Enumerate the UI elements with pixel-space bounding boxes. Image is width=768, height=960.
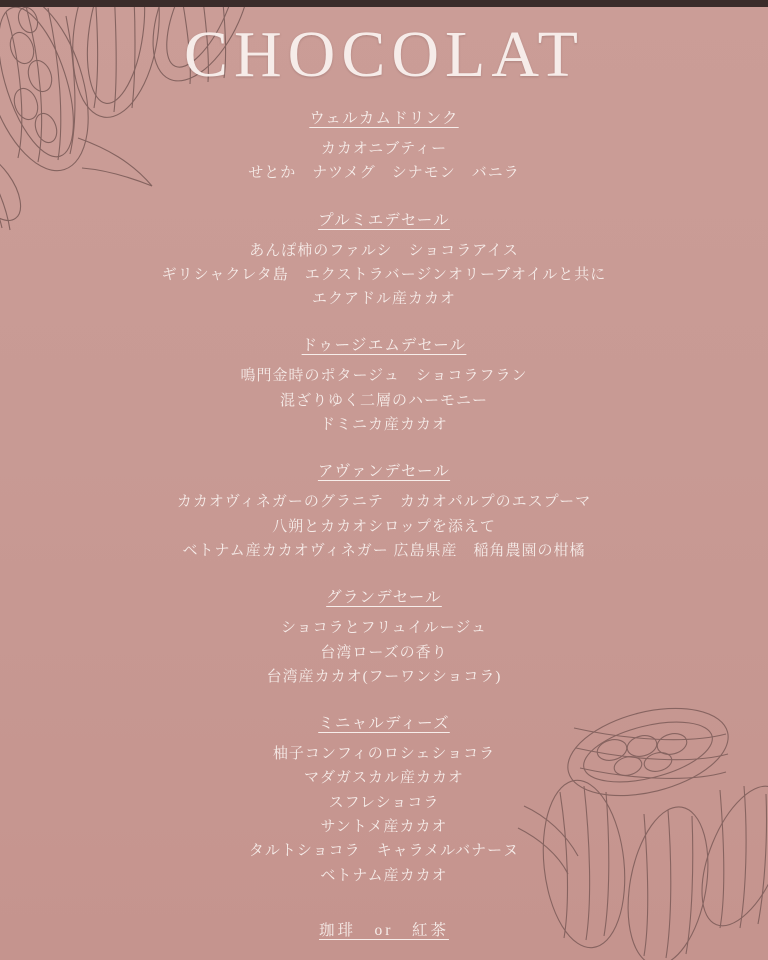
section-line: 八朔とカカオシロップを添えて (272, 518, 496, 535)
section-line: 混ざりゆく二層のハーモニー (279, 392, 488, 409)
section-heading: ドゥージエムデセール (301, 337, 467, 355)
section-line: サントメ産カカオ (320, 819, 448, 836)
section-heading: アヴァンデセール (317, 463, 451, 481)
section-line: ショコラとフリュイルージュ (280, 620, 488, 637)
page-title: CHOCOLAT (183, 18, 584, 91)
menu-section-premier-dessert (0, 208, 768, 312)
section-line: マダガスカル産カカオ (303, 770, 464, 787)
section-line: ドミニカ産カカオ (319, 417, 448, 434)
section-line: カカオヴィネガーのグラニテ カカオパルプのエスプーマ (176, 494, 592, 511)
section-line: エクアドル産カカオ (311, 291, 456, 308)
menu-section-grand-dessert (0, 585, 768, 689)
top-bar (0, 0, 768, 7)
menu-section-welcome-drink (0, 106, 768, 186)
section-line: ベトナム産カカオ (320, 867, 448, 884)
menu-section-avant-dessert (0, 459, 768, 563)
section-heading: ミニャルディーズ (318, 715, 450, 733)
section-line: せとか ナツメグ シナモン バニラ (248, 165, 520, 182)
section-heading: プルミエデセール (318, 211, 450, 229)
section-line: スフレショコラ (328, 794, 440, 811)
section-line: ギリシャクレタ島 エクストラバージンオリーブオイルと共に (161, 266, 607, 283)
menu-section-deuxieme-dessert (0, 333, 768, 437)
section-heading: グランデセール (326, 589, 442, 607)
section-line: 台湾ローズの香り (320, 644, 448, 661)
section-line: ベトナム産カカオヴィネガー 広島県産 稲角農園の柑橘 (182, 542, 586, 559)
section-line: 柚子コンフィのロシェショコラ (272, 746, 496, 763)
section-line: 鳴門金時のポタージュ ショコラフラン (240, 368, 528, 385)
section-heading: ウェルカムドリンク (309, 110, 459, 127)
section-line: あんぽ柿のファルシ ショコラアイス (249, 242, 519, 259)
menu-footer-beverage: 珈琲 or 紅茶 (319, 921, 449, 939)
section-line: タルトショコラ キャラメルバナーヌ (248, 843, 520, 860)
section-line: 台湾産カカオ(フーワンショコラ) (266, 668, 502, 685)
section-line: カカオニブティー (320, 141, 448, 157)
menu-section-mignardises (0, 711, 768, 888)
